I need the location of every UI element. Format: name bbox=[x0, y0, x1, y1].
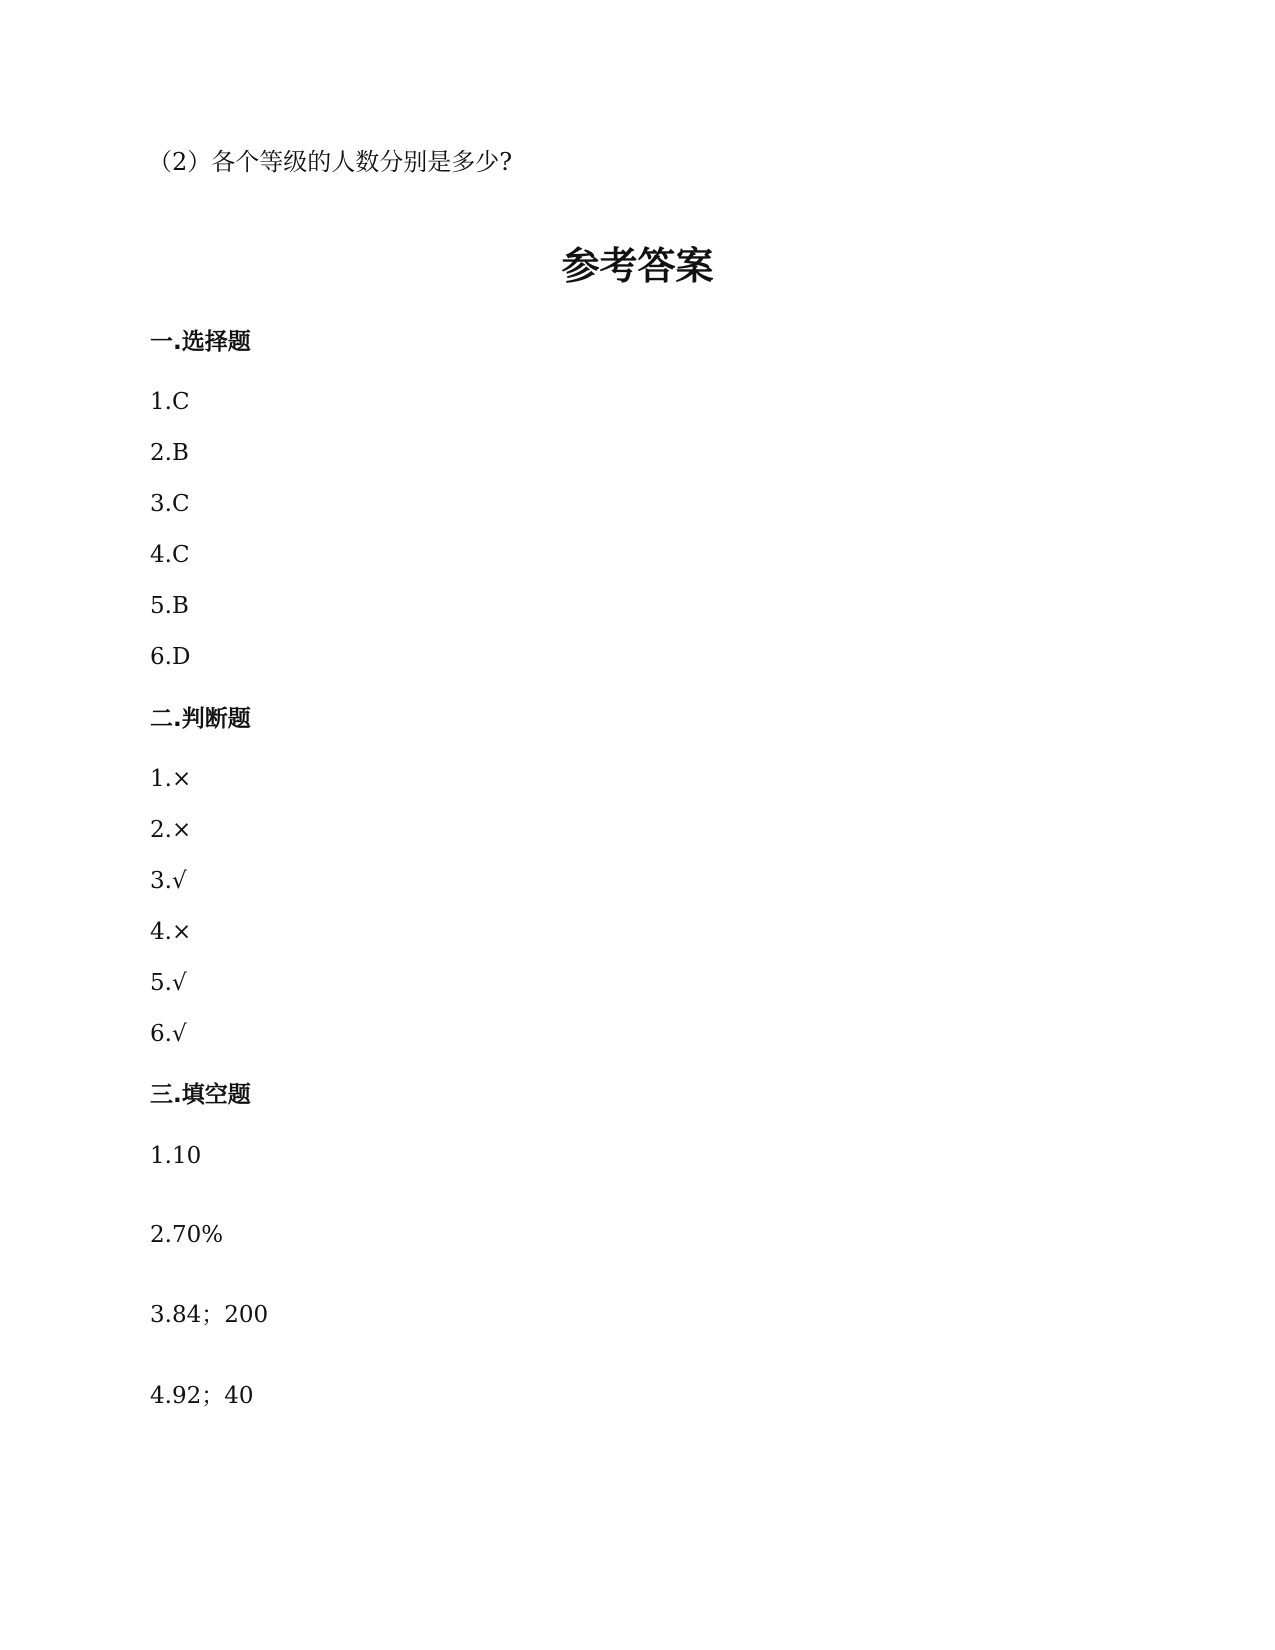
page-title: 参考答案 bbox=[561, 244, 714, 288]
answer-item: 3.C bbox=[150, 491, 190, 517]
answer-item: 5.√ bbox=[150, 970, 187, 996]
answer-item: 2.× bbox=[150, 817, 192, 843]
answer-item: 6.D bbox=[150, 644, 191, 670]
answer-item: 3.84；200 bbox=[150, 1302, 269, 1328]
section-heading-judgment: 二.判断题 bbox=[150, 706, 251, 732]
answer-item: 5.B bbox=[150, 593, 189, 619]
answer-item: 1.10 bbox=[150, 1143, 202, 1169]
answer-item: 2.B bbox=[150, 440, 189, 466]
answer-item: 1.C bbox=[150, 389, 190, 415]
answer-item: 4.92；40 bbox=[150, 1383, 254, 1409]
answer-item: 4.× bbox=[150, 919, 192, 945]
section-heading-choice: 一.选择题 bbox=[150, 329, 251, 355]
answer-item: 2.70% bbox=[150, 1222, 224, 1248]
question-text: （2）各个等级的人数分别是多少? bbox=[148, 148, 513, 176]
answer-item: 3.√ bbox=[150, 868, 187, 894]
answer-item: 4.C bbox=[150, 542, 190, 568]
answer-item: 1.× bbox=[150, 766, 192, 792]
section-heading-fill-in: 三.填空题 bbox=[150, 1082, 251, 1108]
answer-item: 6.√ bbox=[150, 1021, 187, 1047]
